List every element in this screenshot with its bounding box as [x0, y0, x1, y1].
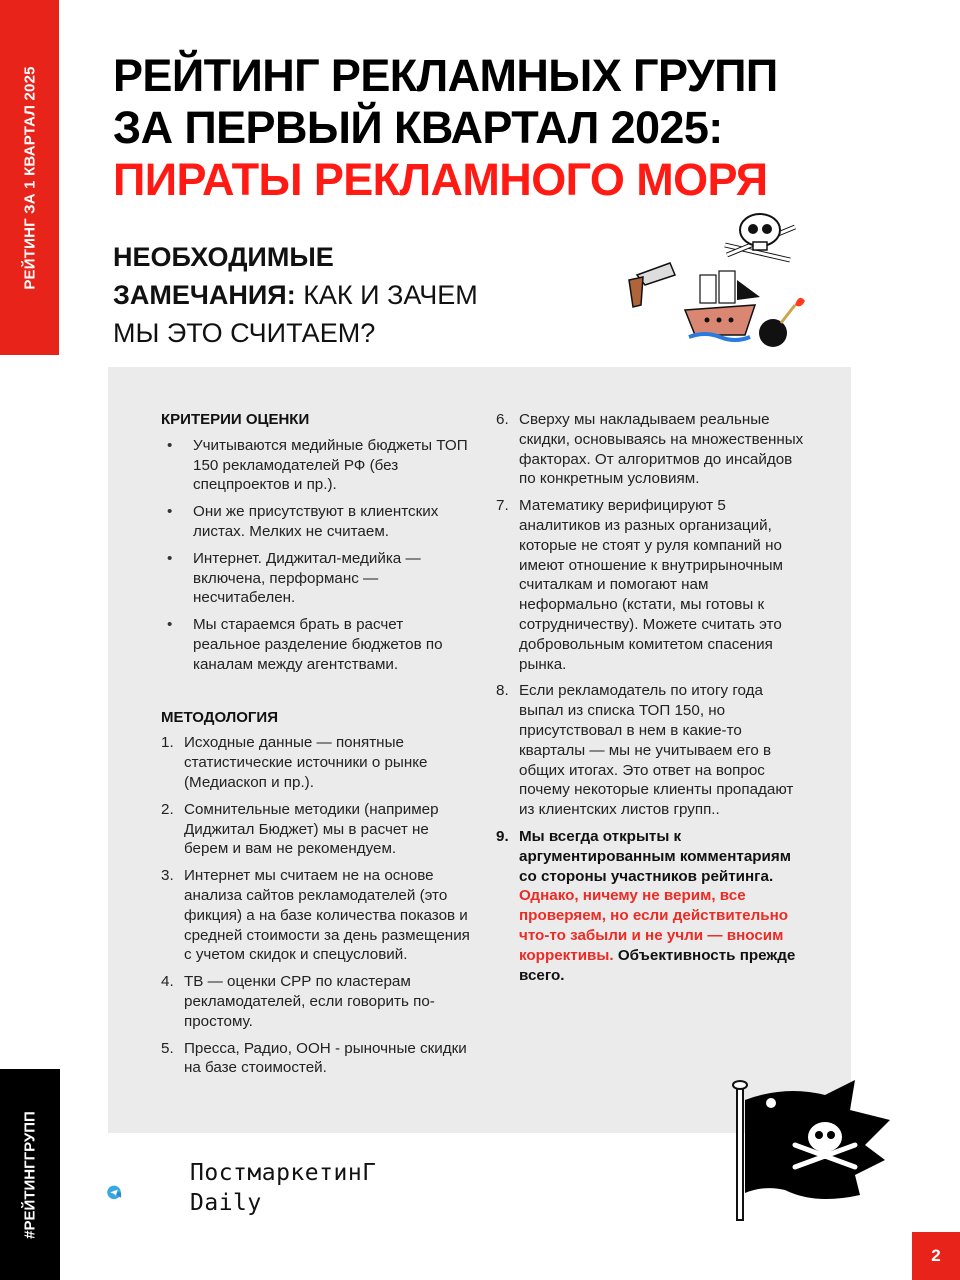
- hashtag-text: #РЕЙТИНГГРУПП: [21, 1110, 39, 1239]
- telegram-logo[interactable]: [107, 1160, 177, 1225]
- criteria-item: • Мы стараемся брать в расчет реальное разделение бюджетов по каналам между агентствами.: [161, 615, 471, 674]
- left-column: [161, 410, 471, 1085]
- item9-red-text: Однако, ничему не верим, все проверяем, но если действительно что-то забыли и не учли — вносим коррективы.: [519, 887, 789, 964]
- channel-name-line-1: ПостмаркетинГ: [190, 1160, 377, 1186]
- methodology-item: 6. Сверху мы накладываем реальные скидки, основываясь на множественных факторах. От алгоритмов до инсайдов по конкретным условиям.: [496, 411, 804, 488]
- item9-part1: Мы всегда открыты к аргументированным комментариям со стороны участников рейтинга.: [519, 827, 791, 885]
- methodology-item: 3. Интернет мы считаем не на основе анализа сайтов рекламодателей (это фикция) а на базе количества показов и средней стоимости за день размещения с учетом скидок и спецусловий.: [161, 867, 470, 964]
- page-title: [113, 50, 778, 206]
- criteria-list: [161, 436, 471, 675]
- methodology-item: 1. Исходные данные — понятные статистические источники о рынке (Медиаскоп и пр.).: [161, 734, 428, 791]
- pirate-flag-icon: [725, 1075, 895, 1225]
- side-banner-quarter: [0, 0, 59, 355]
- methodology-item: 7. Математику верифицируют 5 аналитиков из разных организаций, которые не стоят у руля компаний но имеют отношение к внутрирыночным считалкам и помогают нам неформально (кстати, мы готовы к сотрудничеству). Можете считать это добровольным комитетом спасения рынка.: [496, 497, 783, 673]
- methodology-item: 5. Пресса, Радио, ООН - рыночные скидки на базе стоимостей.: [161, 1039, 467, 1077]
- subtitle-bold-1: НЕОБХОДИМЫЕ: [113, 242, 334, 272]
- pirate-illustration: [615, 205, 815, 355]
- bomb-icon: [759, 298, 805, 347]
- side-banner-hashtag: [0, 1069, 60, 1280]
- section-subtitle: [113, 238, 478, 352]
- channel-name-line-2: Daily: [190, 1190, 262, 1216]
- methodology-list-left: [161, 733, 471, 1078]
- pistol-icon: [629, 263, 675, 307]
- criteria-item: • Интернет. Диджитал-медийка — включена, перформанс — несчитабелен.: [161, 549, 471, 608]
- subtitle-bold-2: ЗАМЕЧАНИЯ:: [113, 280, 296, 310]
- right-column: [496, 410, 806, 992]
- skull-crossed-swords-icon: [725, 214, 795, 260]
- methodology-item-highlight: 9. Мы всегда открыты к аргументированным комментариям со стороны участников рейтинга. Однако, ничему не верим, все проверяем, но если действительно что-то забыли и не учли — вносим коррективы. Объективность прежде всего.: [496, 827, 796, 984]
- methodology-list-right: [496, 410, 806, 985]
- title-line-2: ЗА ПЕРВЫЙ КВАРТАЛ 2025:: [113, 102, 723, 153]
- criteria-heading: КРИТЕРИИ ОЦЕНКИ: [161, 411, 310, 428]
- methodology-item: 8. Если рекламодатель по итогу года выпал из списка ТОП 150, но присутствовал в нем в какие-то кварталы — мы не учитываем его в общих итогах. Это ответ на вопрос почему некоторые клиенты пропадают из клиентских листов групп..: [496, 682, 794, 819]
- page-number: 2: [912, 1232, 960, 1280]
- criteria-item: • Учитываются медийные бюджеты ТОП 150 рекламодателей РФ (без спецпроектов и пр.).: [161, 436, 471, 495]
- item9-part3: Объективность прежде всего.: [519, 946, 796, 984]
- methodology-item: 4. ТВ — оценки СРР по кластерам рекламодателей, если говорить по-простому.: [161, 973, 435, 1030]
- ship-icon: [685, 271, 760, 340]
- title-line-3: ПИРАТЫ РЕКЛАМНОГО МОРЯ: [113, 154, 768, 205]
- subtitle-rest-2: КАК И ЗАЧЕМ: [295, 280, 478, 310]
- title-line-1: РЕЙТИНГ РЕКЛАМНЫХ ГРУПП: [113, 50, 778, 101]
- methodology-item: 2. Сомнительные методики (например Диджитал Бюджет) мы в расчет не берем и вам не рекомендуем.: [161, 800, 439, 858]
- side-banner-quarter-text: РЕЙТИНГ ЗА 1 КВАРТАЛ 2025: [21, 65, 38, 290]
- criteria-item: • Они же присутствуют в клиентских листах. Мелких не считаем.: [161, 502, 471, 542]
- methodology-heading: МЕТОДОЛОГИЯ: [161, 708, 278, 726]
- subtitle-line-3: МЫ ЭТО СЧИТАЕМ?: [113, 318, 376, 348]
- channel-name[interactable]: [190, 1158, 377, 1218]
